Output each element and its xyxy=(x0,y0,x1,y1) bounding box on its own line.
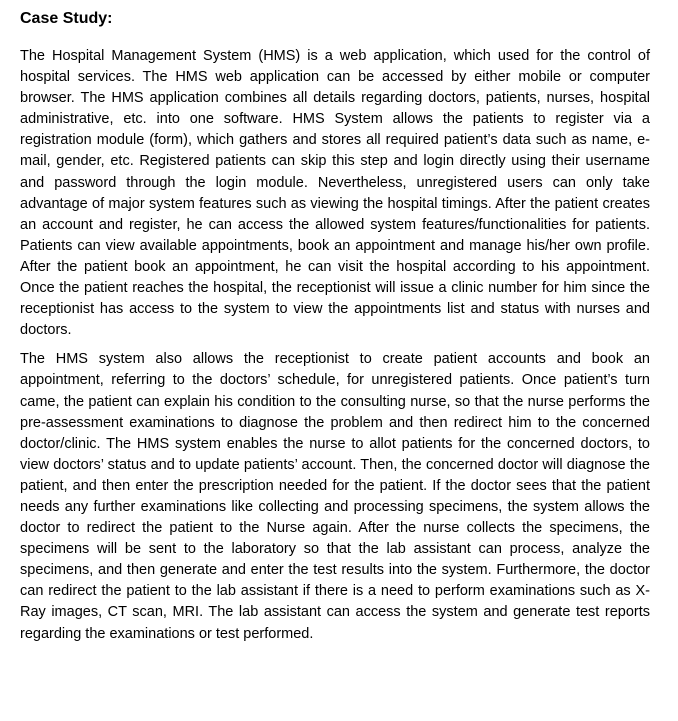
paragraph-hms-overview: The Hospital Management System (HMS) is a web application, which used for the control of hospital services. The HMS web application can be accessed by either mobile or computer browser. The HMS application combines all details regarding doctors, patients, nurses, hospital administrative, etc. into one software. HMS System allows the patients to register via a registration module (form), which gathers and stores all required patient’s data such as name, e-mail, gender, etc. Registered patients can skip this step and login directly using their username and password through the login module. Nevertheless, unregistered users can only take advantage of major system features such as viewing the hospital timings. After the patient creates an account and register, he can access the allowed system features/functionalities for patients. Patients can view available appointments, book an appointment and manage his/her own profile. After the patient book an appointment, he can visit the hospital according to his appointment. Once the patient reaches the hospital, the receptionist will issue a clinic number for him since the receptionist has access to the system to view the appointments list and status with nurses and doctors. xyxy=(20,48,650,339)
paragraph-hms-workflow: The HMS system also allows the receptionist to create patient accounts and book an appointment, referring to the doctors’ schedule, for unregistered patients. Once patient’s turn came, the patient can explain his condition to the consulting nurse, so that the nurse performs the pre-assessment examinations to diagnose the problem and then redirect him to the concerned doctor/clinic. The HMS system enables the nurse to allot patients for the concerned doctors, to view doctors’ status and to update patients’ account. Then, the concerned doctor will diagnose the patient, and then enter the prescription needed for the patient. If the doctor sees that the patient needs any further examinations like collecting and processing specimens, the system allows the doctor to redirect the patient to the Nurse again. After the nurse collects the specimens, the specimens will be sent to the laboratory so that the lab assistant can process, analyze the specimens, and then generate and enter the test results into the system. Furthermore, the doctor can redirect the patient to the lab assistant if there is a need to perform examinations such as X-Ray images, CT scan, MRI. The lab assistant can access the system and generate test reports regarding the examinations or test performed. xyxy=(20,351,650,642)
document-page xyxy=(20,8,650,653)
case-study-heading: Case Study: xyxy=(20,10,113,27)
